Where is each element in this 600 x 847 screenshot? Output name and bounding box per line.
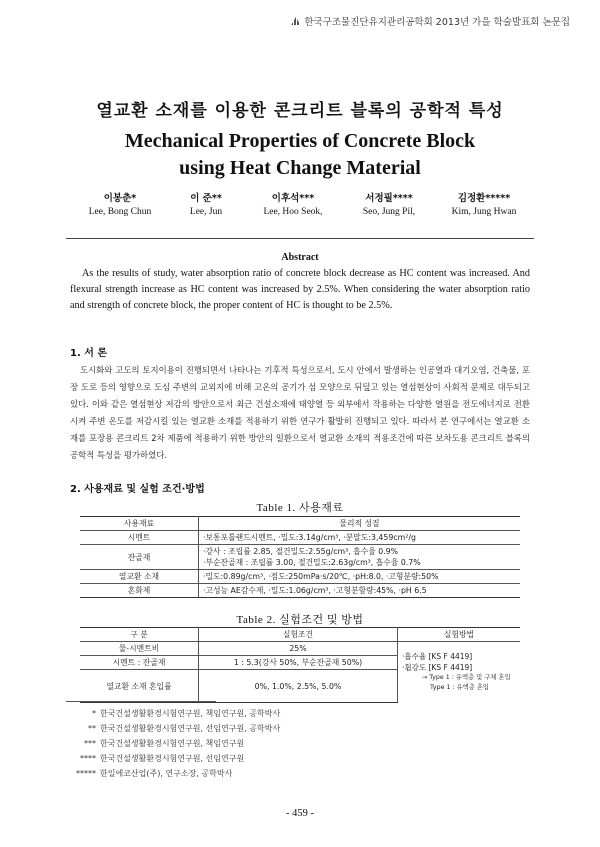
footnote-mark: **** [80,754,96,763]
author-name-en: Lee, Jun [189,207,223,217]
footnote-divider [66,701,216,702]
table-cell-line: ·부순잔골재 : 조립률 3.00, 절건밀도:2.63g/cm³, 흡수율 0.7% [203,558,421,567]
abstract-text: As the results of study, water absorption ratio of concrete block decrease as HC content was increased. And flexural strength increase as HC content was increased by 2.5%. When considering the water absorption ratio and strength of concrete block, the proper content of HC is thought to be 2.5%. [70,268,530,311]
table-cell-line: ·강사 : 조립률 2.85, 절건밀도:2.55g/cm³, 흡수율 0.9% [203,547,399,556]
author-name-ko: 서정필**** [365,193,413,204]
test-conditions-table [80,627,520,703]
author-name-ko: 김정환***** [457,193,511,204]
title-korean: 열교환 소재를 이용한 콘크리트 블록의 공학적 특성 [96,101,504,121]
footnote [60,766,280,781]
table-row [80,531,520,545]
title-english-line2: using Heat Change Material [179,157,421,179]
footnote-text: 한일에코산업(주), 연구소장, 공학박사 [100,769,233,778]
author-name-ko: 이 준** [190,193,222,204]
footnote [60,706,280,721]
table-cell: ·밀도:0.89g/cm³, ·점도:250mPa·s/20℃, ·pH:8.0, ·고형분량:50% [199,570,521,584]
section-heading-materials: 2. 사용재료 및 실험 조건·방법 [70,484,205,495]
author-name-en: Seo, Jung Pil, [362,207,416,217]
table2-caption: Table 2. 실험조건 및 방법 [236,614,364,626]
table-cell: 물-시멘트비 [80,642,199,656]
introduction-text: 도시화와 고도의 토지이용이 진행되면서 나타나는 기후적 특성으로서, 도시 안에서 발생하는 인공열과 대기오염, 건축물, 포장 도로 등의 영향으로 도심 주변의 교외지에 비해 고온의 공기가 섬 모양으로 뒤덮고 있는 열섬현상이 사회적 문제로 대두되고 있다. 이와 같은 열섬현상 저감의 방안으로서 최근 건설소재에 태양열 등 외부에서 작용하는 다양한 열원을 전도에너지로 전환시켜 주변 온도를 저감시킬 있는 열교환 소재를 적용하기 위한 연구가 활발히 진행되고 있다. 따라서 본 연구에서는 열교환 소재를 포장용 콘크리트 2차 제품에 적용하기 위한 방안의 일환으로서 열교환 소재의 적용조건에 따른 보차도용 콘크리트 블록의 공학적 특성을 평가하였다. [70,365,530,460]
footnote [60,736,280,751]
running-header-text: 한국구조물진단유지관리공학회 2013년 가을 학술발표회 논문집 [304,17,570,28]
table-cell: ·고성능 AE감수제, ·밀도:1.06g/cm³, ·고형분함량:45%, ·pH 6.5 [199,584,521,598]
author-name-en: Lee, Bong Chun [88,207,152,217]
test-method-note: → Type 1 : 유액층 및 구체 혼입 [422,674,511,682]
author [248,190,338,217]
table-row [80,642,520,656]
materials-table [80,516,520,598]
author-name-ko: 이후석*** [271,193,315,204]
test-method-note: Type 1 : 유액층 혼입 [430,684,490,692]
section-heading-introduction: 1. 서 론 [70,348,108,359]
table-cell [199,545,521,570]
author-name-ko: 이봉춘* [103,193,137,204]
footnote-mark: * [92,709,96,718]
abstract-divider [66,238,534,239]
table-header: 물리적 성질 [199,517,521,531]
table-cell: 혼화제 [80,584,199,598]
table-cell: 시멘트 [80,531,199,545]
table1-caption: Table 1. 사용재료 [256,502,344,514]
table-cell: ·보통포틀랜드시멘트, ·밀도:3.14g/cm³, ·분말도:3,459cm²/g [199,531,521,545]
footnote-mark: ***** [76,769,96,778]
test-method-cell [398,642,521,703]
author [176,190,236,217]
test-method: ·흡수율 [KS F 4419] [402,652,473,662]
table-row [80,570,520,584]
footnotes [60,706,280,781]
test-method: ·휨강도 [KS F 4419] [402,663,473,673]
author-name-en: Kim, Jung Hwan [451,207,517,217]
table-cell: 시멘트 : 잔골재 [80,656,199,670]
footnote-text: 한국건설생활환경시험연구원, 선임연구원 [100,754,245,763]
footnote-text: 한국건설생활환경시험연구원, 책임연구원 [100,739,245,748]
author [344,190,434,217]
author [434,190,534,217]
footnote-text: 한국건설생활환경시험연구원, 책임연구원, 공학박사 [100,709,281,718]
table-header: 구 분 [80,628,199,642]
footnote [60,721,280,736]
author-name-en: Lee, Hoo Seok, [263,207,323,217]
title-english [0,128,600,182]
author [80,190,160,217]
table-row [80,584,520,598]
table-header: 실험조건 [199,628,398,642]
table-header: 실험방법 [398,628,521,642]
table-row [80,545,520,570]
footnote-text: 한국건설생활환경시험연구원, 선임연구원, 공학박사 [100,724,281,733]
page-number: - 459 - [286,808,314,819]
table-cell: 0%, 1.0%, 2.5%, 5.0% [199,670,398,703]
table-cell: 1 : 5.3(강사 50%, 부순잔골재 50%) [199,656,398,670]
table-cell: 잔골재 [80,545,199,570]
footnote [60,751,280,766]
table-cell: 열교환 소재 [80,570,199,584]
footnote-mark: ** [88,724,96,733]
title-english-line1: Mechanical Properties of Concrete Block [124,130,476,152]
table-cell: 25% [199,642,398,656]
society-logo-icon [291,17,300,25]
table-header: 사용재료 [80,517,199,531]
running-header [291,14,570,28]
footnote-mark: *** [84,739,96,748]
table-cell: 열교환 소재 혼입률 [80,670,199,703]
abstract-heading: Abstract [281,252,319,263]
